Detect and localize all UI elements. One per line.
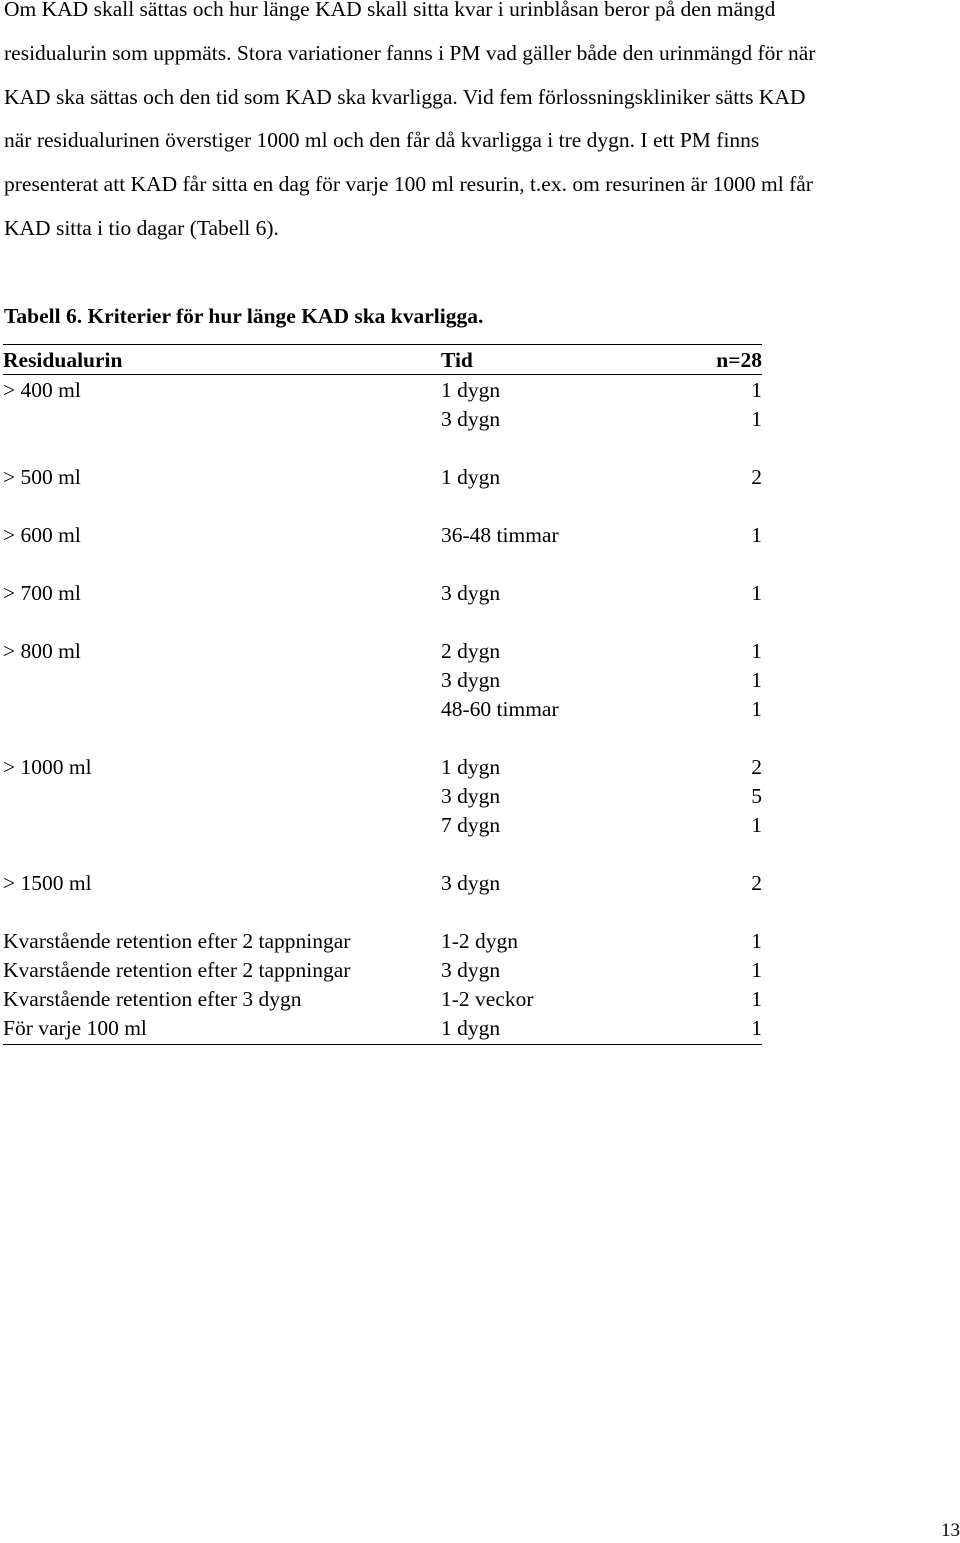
cell-n: 2 xyxy=(751,755,762,779)
table-caption: Tabell 6. Kriterier för hur länge KAD ska kvarligga. xyxy=(4,304,484,328)
body-paragraph xyxy=(4,0,960,251)
cell-tid: 3 dygn xyxy=(441,784,501,808)
table-header-rule xyxy=(3,374,762,375)
cell-residualurin: > 1000 ml xyxy=(3,755,92,779)
cell-residualurin: > 400 ml xyxy=(3,378,81,402)
cell-tid: 1 dygn xyxy=(441,1016,501,1040)
cell-n: 1 xyxy=(751,378,762,402)
paragraph-line: Om KAD skall sättas och hur länge KAD skall sitta kvar i urinblåsan beror på den mängd xyxy=(4,0,776,21)
cell-residualurin: > 700 ml xyxy=(3,581,81,605)
header-tid: Tid xyxy=(441,348,473,372)
cell-residualurin: Kvarstående retention efter 2 tappningar xyxy=(3,958,351,982)
cell-n: 1 xyxy=(751,813,762,837)
cell-residualurin: > 800 ml xyxy=(3,639,81,663)
paragraph-line: residualurin som uppmäts. Stora variationer fanns i PM vad gäller både den urinmängd för när xyxy=(4,40,816,65)
cell-n: 1 xyxy=(751,581,762,605)
cell-n: 1 xyxy=(751,523,762,547)
cell-tid: 3 dygn xyxy=(441,581,501,605)
cell-n: 1 xyxy=(751,1016,762,1040)
cell-residualurin: > 1500 ml xyxy=(3,871,92,895)
cell-n: 1 xyxy=(751,668,762,692)
table-top-rule xyxy=(3,344,762,345)
cell-tid: 1-2 dygn xyxy=(441,929,519,953)
cell-residualurin: Kvarstående retention efter 3 dygn xyxy=(3,987,302,1011)
header-n: n=28 xyxy=(716,348,762,372)
cell-tid: 3 dygn xyxy=(441,871,501,895)
table-bottom-rule xyxy=(3,1044,762,1045)
cell-tid: 1 dygn xyxy=(441,755,501,779)
cell-n: 1 xyxy=(751,958,762,982)
page-number: 13 xyxy=(941,1520,960,1541)
cell-tid: 7 dygn xyxy=(441,813,501,837)
cell-tid: 1-2 veckor xyxy=(441,987,534,1011)
cell-tid: 3 dygn xyxy=(441,668,501,692)
paragraph-line: KAD sitta i tio dagar (Tabell 6). xyxy=(4,215,279,240)
cell-n: 1 xyxy=(751,407,762,431)
cell-n: 2 xyxy=(751,871,762,895)
cell-residualurin: > 500 ml xyxy=(3,465,81,489)
cell-n: 1 xyxy=(751,697,762,721)
cell-n: 2 xyxy=(751,465,762,489)
cell-residualurin: För varje 100 ml xyxy=(3,1016,147,1040)
cell-tid: 3 dygn xyxy=(441,958,501,982)
cell-tid: 48-60 timmar xyxy=(441,697,559,721)
cell-tid: 36-48 timmar xyxy=(441,523,559,547)
cell-n: 1 xyxy=(751,929,762,953)
cell-tid: 1 dygn xyxy=(441,378,501,402)
cell-tid: 1 dygn xyxy=(441,465,501,489)
paragraph-line: KAD ska sättas och den tid som KAD ska kvarligga. Vid fem förlossningskliniker sätts KAD xyxy=(4,84,806,109)
header-residualurin: Residualurin xyxy=(3,348,123,372)
cell-n: 1 xyxy=(751,987,762,1011)
paragraph-line: när residualurinen överstiger 1000 ml och den får då kvarligga i tre dygn. I ett PM finns xyxy=(4,128,760,153)
cell-n: 5 xyxy=(751,784,762,808)
paragraph-line: presenterat att KAD får sitta en dag för varje 100 ml resurin, t.ex. om resurinen är 1000 ml får xyxy=(4,172,813,197)
cell-residualurin: > 600 ml xyxy=(3,523,81,547)
cell-tid: 3 dygn xyxy=(441,407,501,431)
cell-n: 1 xyxy=(751,639,762,663)
cell-tid: 2 dygn xyxy=(441,639,501,663)
cell-residualurin: Kvarstående retention efter 2 tappningar xyxy=(3,929,351,953)
